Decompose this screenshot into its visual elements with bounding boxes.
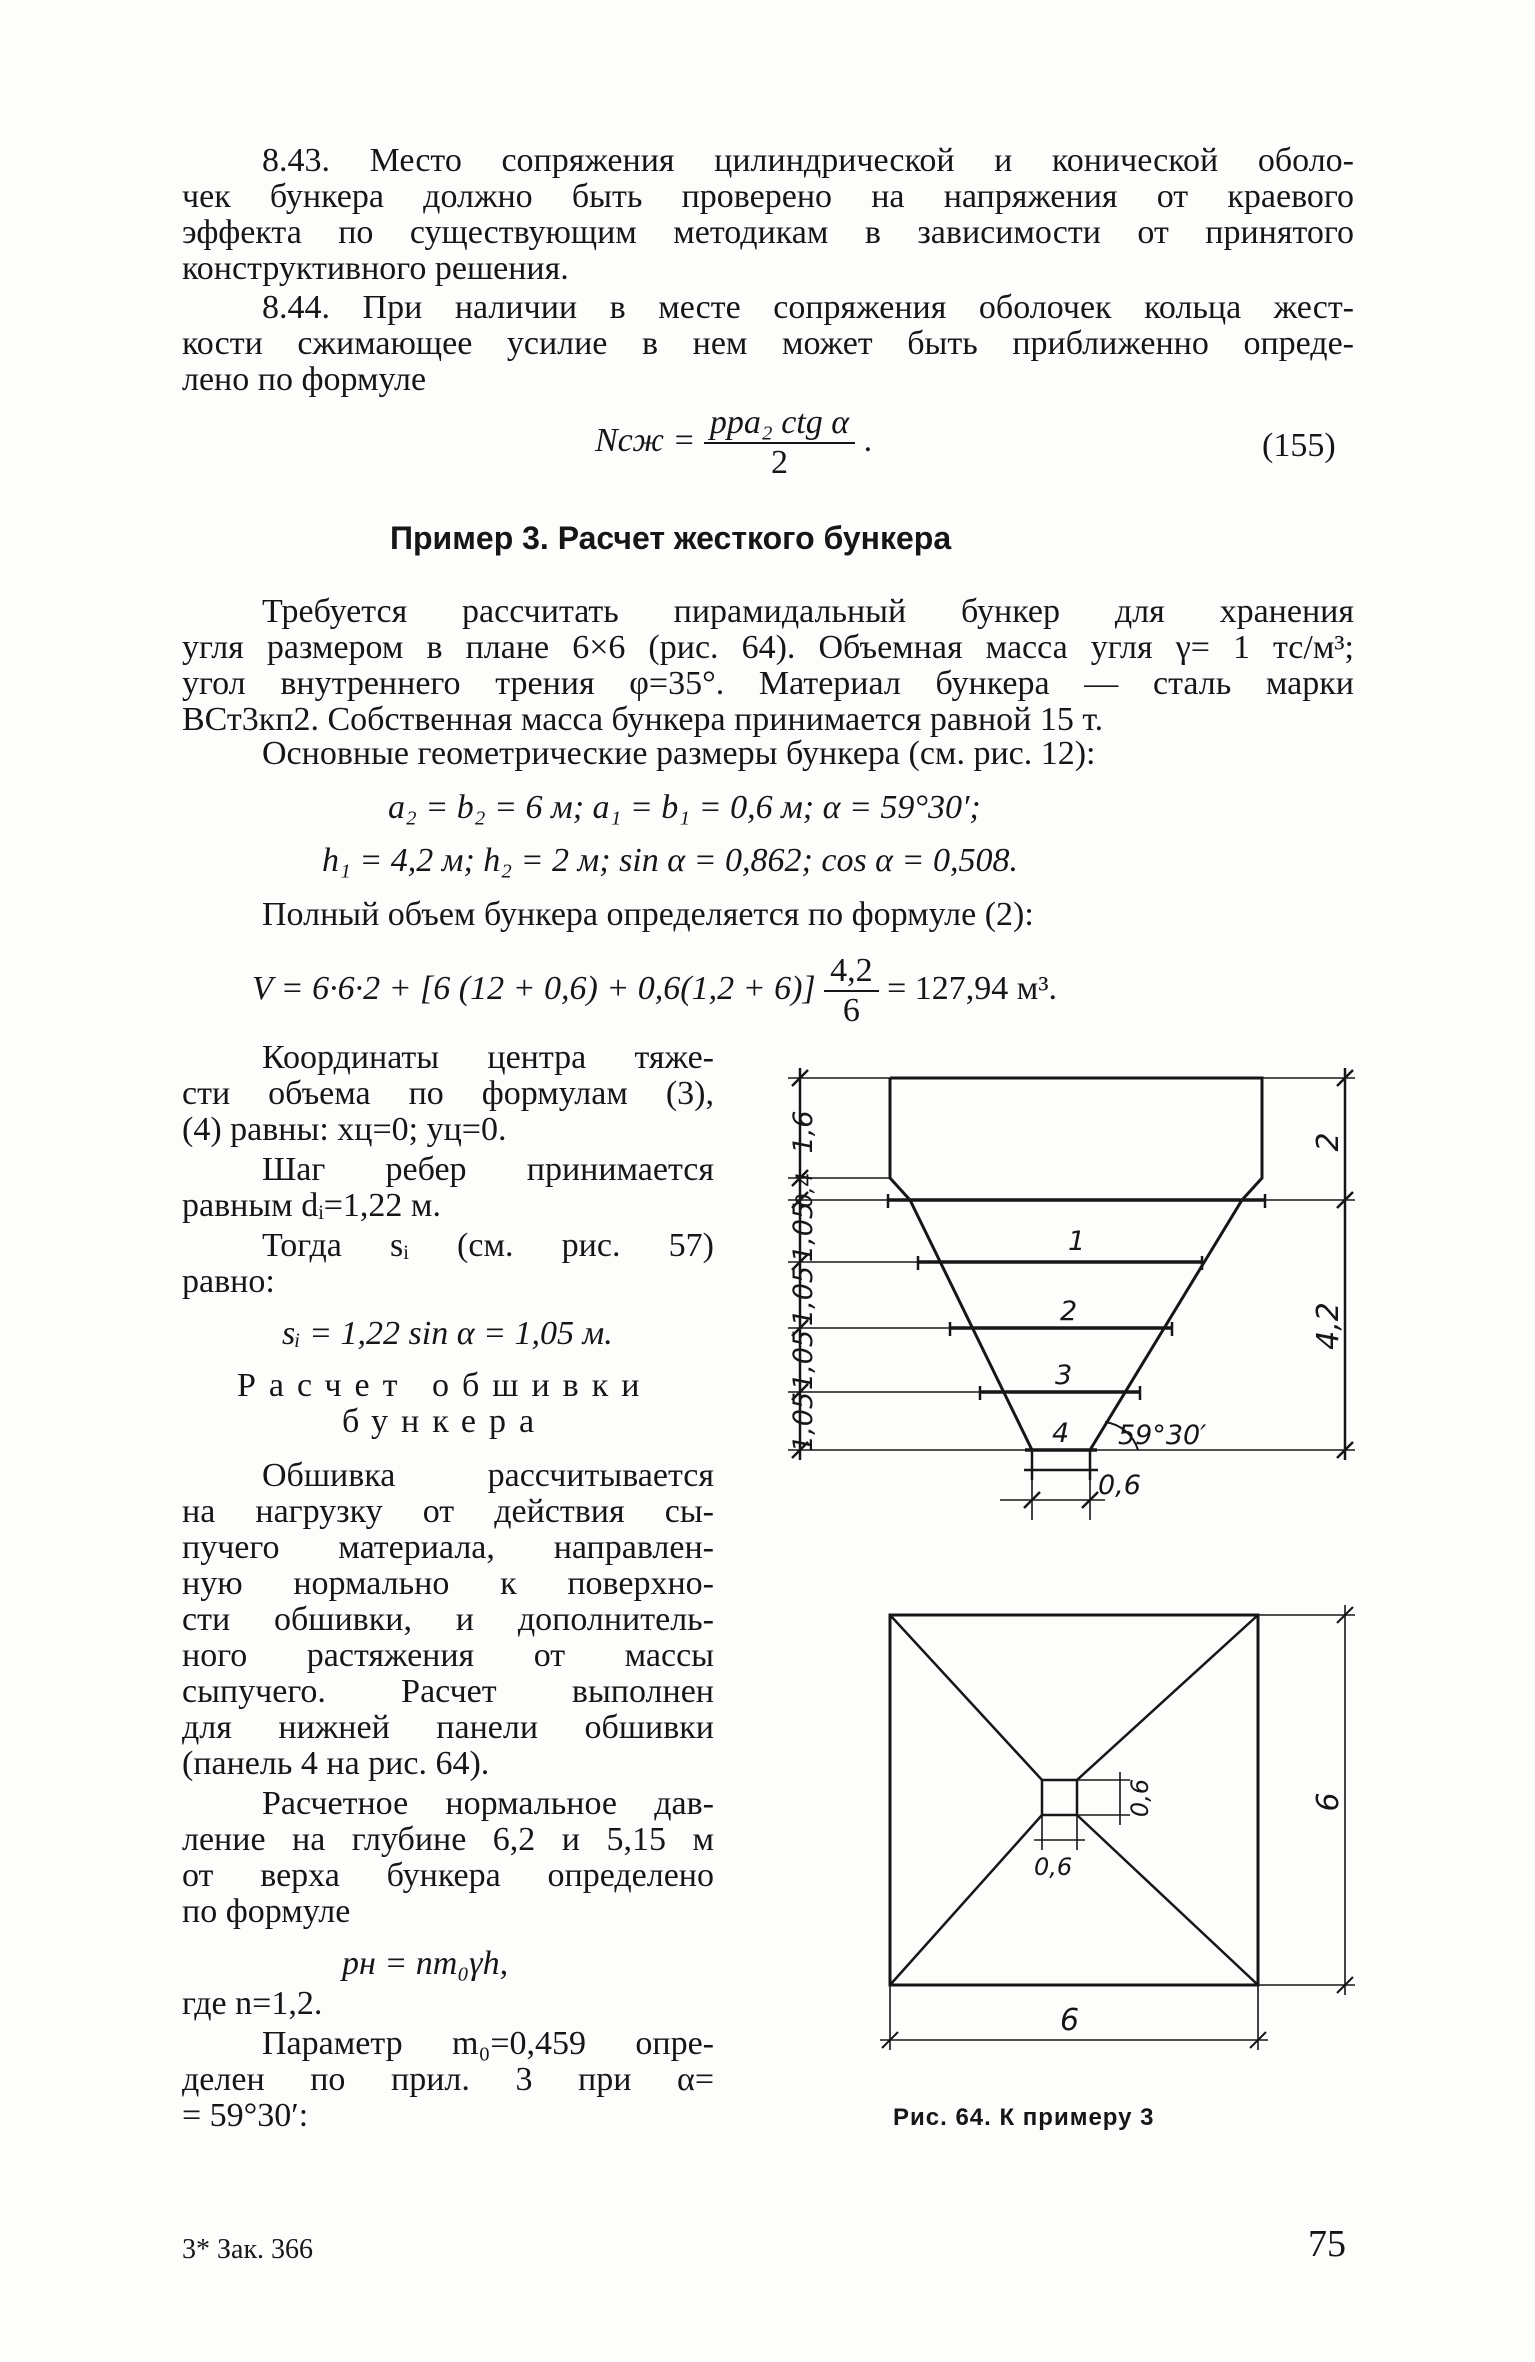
figure-caption: Рис. 64. К примеру 3 (893, 2104, 1155, 2131)
text-line: Шаг ребер принимается (262, 1151, 714, 1188)
text-line: Координаты центра тяже- (262, 1039, 714, 1076)
text-line: от верха бункера определено (182, 1857, 714, 1894)
volume-numerator: 4,2 (824, 952, 879, 992)
formula-fraction (704, 404, 855, 482)
text-line: сти обшивки, и дополнитель- (182, 1601, 714, 1638)
text-line: равно: (182, 1263, 275, 1300)
text-line: конструктивного решения. (182, 250, 569, 287)
angle-label: 59°30′ (1118, 1420, 1207, 1451)
text-line: 8.43. Место сопряжения цилиндрической и конической оболо- (262, 142, 1354, 179)
si-formula: sᵢ = 1,22 sin α = 1,05 м. (282, 1315, 613, 1352)
example-title: Пример 3. Расчет жесткого бункера (390, 520, 952, 556)
hopper-section-drawing (788, 1068, 1355, 1520)
text-line: где n=1,2. (182, 1985, 323, 2022)
dim-label: 6 (1311, 1792, 1346, 1812)
formula-155 (595, 404, 872, 482)
text-line: делен по прил. 3 при α= (182, 2061, 714, 2098)
section-8-43 (182, 143, 1354, 287)
pressure-formula: pн = nm₀γh, (342, 1945, 509, 1982)
text-line: (панель 4 на рис. 64). (182, 1745, 490, 1782)
panel-label: 4 (1052, 1418, 1070, 1449)
dim-label: 0,6 (1098, 1470, 1141, 1501)
text-line: = 59°30′: (182, 2097, 309, 2134)
text-line: Тогда sᵢ (см. рис. 57) (262, 1227, 714, 1264)
left-column (182, 1040, 714, 2134)
text-line: лено по формуле (182, 361, 427, 398)
geometry-line-1: a₂ = b₂ = 6 м; a₁ = b₁ = 0,6 м; α = 59°30′; (388, 789, 981, 826)
text-line: ление на глубине 6,2 и 5,15 м (182, 1821, 714, 1858)
text-line: сыпучего. Расчет выполнен (182, 1673, 714, 1710)
text-line: Требуется рассчитать пирамидальный бункер для хранения (262, 593, 1354, 630)
hopper-plan-drawing (880, 1605, 1355, 2050)
formula-numerator: pрa₂ ctg α (704, 404, 855, 444)
dim-label: 2 (1311, 1132, 1346, 1152)
text-line: Обшивка рассчитывается (262, 1457, 714, 1494)
panel-label: 1 (1068, 1226, 1086, 1257)
volume-denominator: 6 (842, 992, 860, 1029)
text-line: по формуле (182, 1893, 351, 1930)
text-line: Параметр m₀=0,459 опре- (262, 2025, 714, 2062)
volume-lhs: V = 6·6·2 + [6 (12 + 0,6) + 0,6(1,2 + 6)] (252, 969, 816, 1007)
dim-label: 0,4 (793, 1172, 818, 1208)
subheading-line: Расчет обшивки (237, 1367, 653, 1404)
volume-fraction (824, 952, 879, 1030)
dim-label: 0,6 (1126, 1778, 1154, 1818)
formula-denominator: 2 (771, 444, 788, 481)
formula-lhs: Nсж = (595, 421, 696, 459)
volume-formula (252, 952, 1057, 1030)
formula-tail: . (863, 421, 873, 459)
dim-label: 0,6 (1034, 1853, 1073, 1881)
text-line: пучего материала, направлен- (182, 1529, 714, 1566)
text-line: ВСт3кп2. Собственная масса бункера принимается равной 15 т. (182, 701, 1104, 738)
dim-label: 1,6 (788, 1110, 819, 1154)
figure-64 (760, 1050, 1360, 2080)
text-line: сти объема по формулам (3), (182, 1075, 714, 1112)
text-line: на нагрузку от действия сы- (182, 1493, 714, 1530)
dim-label: 6 (1060, 2003, 1080, 2038)
text-line: равным dᵢ=1,22 м. (182, 1187, 441, 1224)
panel-label: 2 (1060, 1296, 1078, 1327)
text-line: (4) равны: xц=0; yц=0. (182, 1111, 507, 1148)
geometry-line-2: h₁ = 4,2 м; h₂ = 2 м; sin α = 0,862; cos α = 0,508. (322, 842, 1018, 879)
panel-label: 3 (1055, 1360, 1073, 1391)
volume-intro: Полный объем бункера определяется по формуле (2): (262, 896, 1034, 933)
text-line: ного растяжения от массы (182, 1637, 714, 1674)
dim-label: 1,05 (788, 1391, 819, 1453)
section-8-44 (182, 290, 1354, 398)
dim-label: 1,05 (788, 1201, 819, 1263)
text-line: Расчетное нормальное дав- (262, 1785, 714, 1822)
text-line: эффекта по существующим методикам в зависимости от принятого (182, 214, 1354, 251)
text-line: для нижней панели обшивки (182, 1709, 714, 1746)
dim-label: 1,05 (788, 1329, 819, 1391)
text-line: ную нормально к поверхно- (182, 1565, 714, 1602)
page-number: 75 (1308, 2223, 1346, 2265)
example-intro (182, 594, 1354, 738)
text-line: 8.44. При наличии в месте сопряжения оболочек кольца жест- (262, 289, 1354, 326)
geometry-intro: Основные геометрические размеры бункера (см. рис. 12): (262, 735, 1096, 772)
printer-signature: 3* Зак. 366 (182, 2234, 314, 2265)
text-line: угол внутреннего трения φ=35°. Материал бункера — сталь марки (182, 665, 1354, 702)
text-line: угля размером в плане 6×6 (рис. 64). Объемная масса угля γ= 1 тс/м³; (182, 629, 1354, 666)
text-line: чек бункера должно быть проверено на напряжения от краевого (182, 178, 1354, 215)
volume-result: = 127,94 м³. (887, 969, 1058, 1007)
text-line: кости сжимающее усилие в нем может быть приближенно опреде- (182, 325, 1354, 362)
dim-label: 4,2 (1311, 1302, 1346, 1350)
subheading-line: бункера (342, 1403, 548, 1440)
dim-label: 1,05 (788, 1265, 819, 1327)
formula-number: (155) (1262, 427, 1336, 464)
